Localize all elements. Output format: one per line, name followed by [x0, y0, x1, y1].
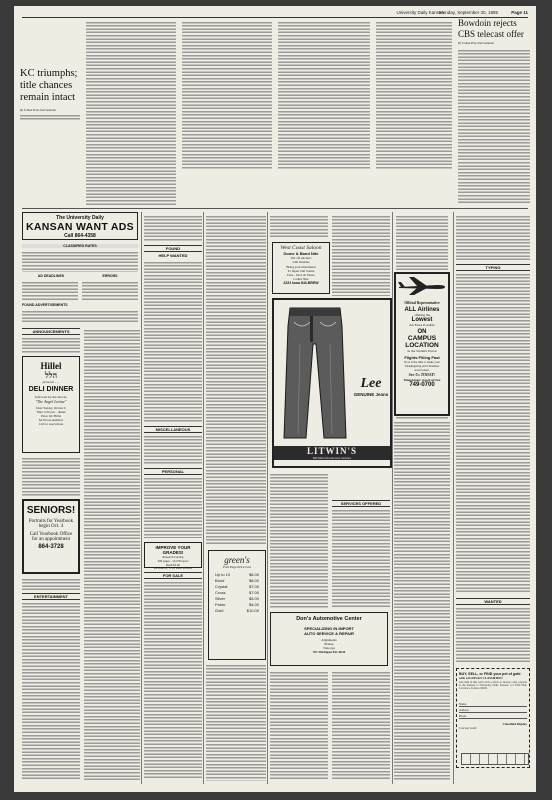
- airline-lowest: Lowest: [411, 317, 433, 323]
- entertainment-text: [22, 601, 80, 781]
- seniors-line3: Call Yearbook Office: [29, 532, 73, 537]
- airline-note2: Thanksgiving and Christmas: [404, 364, 440, 368]
- greens-sub: Full Page Price List: [223, 565, 251, 569]
- order-phone: Phone: [459, 714, 527, 719]
- hillel-price: $4.50 non-members: [39, 418, 63, 422]
- improve-grades-ad: [144, 542, 202, 568]
- greens-item: Bond: [215, 578, 225, 583]
- order-more: Just mail in this form with a check or money order payable to the Kansan to University Daily Kansan, 111 Flint Hall, Lawrence, Kansas 66045.: [459, 681, 527, 691]
- misc-heading: MISCELLANEOUS: [144, 426, 202, 433]
- airline-campus: CAMPUS: [407, 335, 437, 342]
- typing-text-top: [456, 214, 530, 262]
- kc-text-lead: [20, 113, 80, 120]
- order-display: Classified Display: [502, 722, 527, 726]
- litwins-addr: 900 Mass Downtown Lawrence: [312, 456, 352, 460]
- greens-price: $8.00: [248, 578, 259, 583]
- services-column-2: [332, 670, 390, 780]
- kc-story-column-3: [278, 20, 370, 170]
- newspaper-page: [14, 6, 536, 792]
- greens-price: $6.00: [248, 596, 259, 601]
- masthead-top: The University Daily: [56, 215, 104, 221]
- kc-story-column-1: [86, 20, 176, 205]
- airplane-icon: [397, 276, 447, 296]
- services-heading: SERVICES OFFERED: [332, 500, 390, 507]
- header-rule: [22, 17, 528, 18]
- airline-fares: Air Fares Possible: [409, 323, 435, 327]
- west-coast-saloon-ad: [272, 242, 330, 294]
- hillel-hebrew-logo: הלל: [44, 371, 58, 380]
- found-ads-text: [22, 309, 138, 322]
- bowdoin-story: [458, 18, 530, 45]
- hillel-follow: followed by the movie,: [34, 395, 68, 399]
- hillel-time: Time: 6:30 p.m. - dinner: [36, 410, 66, 414]
- saloon-line1: West Coast Saloon: [280, 245, 322, 251]
- column-rule: [141, 212, 142, 784]
- greens-name: green's: [224, 555, 250, 565]
- greens-price: $7.00: [248, 584, 259, 589]
- dons-line5: Tune ups: [322, 646, 336, 650]
- seniors-line4: for an appointment: [31, 537, 71, 542]
- improve-line3: Rush $2.00: [166, 563, 180, 567]
- bowdoin-byline: By United Press International: [458, 41, 494, 45]
- hillel-ad: [22, 356, 80, 453]
- wanted-heading: WANTED: [456, 598, 530, 605]
- services-column-3: [394, 420, 450, 780]
- greens-price: $10.00: [246, 608, 259, 613]
- hillel-movie: "The Angel Levine": [35, 399, 67, 404]
- classified-masthead: [22, 212, 138, 240]
- greens-item: Cross: [215, 590, 226, 595]
- errors-heading: ERRORS: [102, 274, 118, 278]
- seniors-title: SENIORS!: [26, 505, 76, 516]
- improve-line4: RESEARCH, 11322 Idaho, #206WA: [153, 567, 193, 570]
- lee-brand: Lee: [360, 376, 382, 391]
- airline-offering: offering the: [413, 313, 431, 317]
- kc-byline: By United Press International: [20, 108, 56, 112]
- litwins-block: [274, 446, 390, 460]
- header-page: Page 11: [511, 10, 528, 15]
- airline-airline: ALL Airlines: [404, 307, 440, 313]
- classified-order-form: [456, 668, 530, 768]
- entertainment-heading: ENTERTAINMENT: [22, 593, 80, 600]
- order-cost: Cost per word:: [459, 726, 477, 730]
- deadlines-text: [22, 280, 78, 300]
- jeans-illustration-icon: [280, 304, 350, 442]
- help-wanted-column-2: [206, 214, 266, 544]
- airline-fares-ad: [394, 272, 450, 416]
- bowdoin-headline: Bowdoin rejects CBS telecast offer: [458, 18, 524, 39]
- saloon-line3: 50¢ off pitchers: [290, 256, 312, 260]
- hillel-presents: presents . . .: [42, 380, 60, 384]
- saloon-line7: Tues., Wed. & Thurs.: [286, 273, 316, 277]
- deadlines-heading: AD DEADLINES: [37, 274, 65, 278]
- help-wanted-text: [144, 260, 202, 422]
- order-address: Address: [459, 708, 527, 713]
- greens-ad: [208, 550, 266, 660]
- found-heading-top: FOUND: [144, 245, 202, 252]
- seniors-ad: [22, 499, 80, 574]
- bowdoin-text: [458, 48, 530, 204]
- misc-text: [144, 434, 202, 464]
- airline-phone: 749-0700: [409, 382, 435, 388]
- personal-text: [144, 476, 202, 538]
- greens-price-list: [215, 572, 259, 614]
- saloon-line5: Bring your instrument: [286, 265, 316, 269]
- improve-line1: Research Catalog: [162, 555, 184, 559]
- dons-line3: Alignments: [321, 638, 337, 642]
- found-ads-heading: FOUND ADVERTISEMENTS: [22, 303, 68, 307]
- header-date: Monday, September 30, 1985: [439, 10, 498, 15]
- seniors-line1: Portraits for Yearbook: [28, 519, 74, 524]
- airline-title: Official Representative: [404, 301, 440, 305]
- dons-automotive-ad: [270, 612, 388, 666]
- kc-headline: KC triumphs; title chances remain intact: [20, 68, 78, 103]
- greens-price: $4.00: [248, 602, 259, 607]
- greens-item: Silver: [215, 596, 226, 601]
- airline-flights: Flights Filling Fast: [404, 355, 440, 360]
- hillel-place: Place: KU Hillel: [41, 414, 61, 418]
- column-rule: [203, 212, 204, 784]
- greens-item: Poker: [215, 602, 226, 607]
- for-sale-heading: FOR SALE: [144, 572, 202, 579]
- airline-note: Now is the time to make your: [404, 360, 440, 364]
- column-rule: [267, 212, 268, 784]
- masthead-phone: Call 864-4358: [64, 233, 96, 239]
- saloon-addr: 2222 Iowa 843-BREW: [283, 281, 319, 285]
- lee-litwins-ad: [272, 298, 392, 468]
- personal-column-2: [270, 472, 328, 608]
- hillel-event: DELI DINNER: [28, 386, 74, 393]
- announcements-column-2: [84, 328, 140, 780]
- section-divider: [22, 208, 528, 209]
- found-text-top: [144, 214, 202, 242]
- order-text: with a KANSAN CLASSIFIED!: [459, 676, 503, 680]
- saloon-line6: To Open Jam Tonite: [287, 269, 315, 273]
- improve-title: IMPROVE YOUR GRADES!: [155, 545, 191, 555]
- dons-line2: AUTO SERVICE & REPAIR: [304, 631, 354, 636]
- for-sale-column-3: [270, 670, 328, 780]
- airline-agency: Maupintour travel service: [403, 378, 441, 382]
- announcements-heading: ANNOUNCEMENTS: [22, 328, 80, 335]
- greens-item: Gold: [215, 608, 224, 613]
- greens-price-row: [215, 608, 259, 614]
- header-paper: University Daily Kansan: [396, 10, 444, 15]
- kc-story-column-4: [376, 20, 452, 170]
- greens-price: $7.00: [248, 590, 259, 595]
- typing-heading: TYPING: [456, 264, 530, 271]
- rates-table: [22, 250, 138, 272]
- help-wanted-heading: HELP WANTED: [158, 253, 188, 258]
- wanted-text: [456, 606, 530, 664]
- announcements-text: [22, 336, 80, 354]
- kc-story-column-2: [182, 20, 272, 170]
- dons-title: Don's Automotive Center: [296, 616, 362, 622]
- help-wanted-column-4: [332, 214, 390, 296]
- announcements-text-2: [22, 456, 80, 496]
- greens-price: $8.00: [248, 572, 259, 577]
- greens-item: Crystal: [215, 584, 228, 589]
- lee-block: [352, 376, 390, 397]
- services-text: [332, 508, 390, 608]
- dons-line4: Brakes: [324, 642, 334, 646]
- hillel-name: Hillel: [40, 361, 62, 371]
- airline-location: LOCATION: [405, 342, 439, 349]
- lee-line: GENUINE Jeans: [353, 392, 389, 397]
- airline-union: in the Student Union: [407, 349, 437, 353]
- personal-heading: PERSONAL: [144, 468, 202, 475]
- improve-line2: 306 pages - 16,278 topics: [157, 559, 189, 563]
- litwins-name: LITWIN'S: [306, 446, 358, 456]
- hillel-call: Call for reservations: [38, 422, 64, 426]
- seniors-line2: begin Oct. 4: [38, 524, 64, 529]
- dons-line1: SPECIALIZING IN IMPORT: [304, 626, 354, 631]
- help-wanted-column-3-top: [270, 214, 328, 238]
- column-rule: [453, 212, 454, 784]
- order-title: BUY, SELL, or FIND your pet of gold: [459, 672, 521, 676]
- airline-note3: travel plans.: [414, 368, 430, 372]
- errors-text: [82, 280, 138, 300]
- running-header: [22, 10, 528, 16]
- rates-block: [22, 244, 138, 324]
- seniors-phone: 864-3728: [38, 544, 64, 550]
- saloon-line4: with DeeDee: [292, 260, 310, 264]
- saloon-line2: Dome & Band Nite: [283, 251, 319, 256]
- typing-text: [456, 272, 530, 594]
- order-name: Name: [459, 702, 527, 707]
- hillel-date: Date: Sunday, October 6: [36, 406, 66, 410]
- dons-addr: 701 Michigan 841-6044: [312, 650, 346, 654]
- column-rule: [392, 212, 393, 784]
- for-sale-column-2: [206, 663, 266, 781]
- announcements-text-3: [22, 577, 80, 591]
- rates-heading: CLASSIFIED RATES: [22, 244, 138, 248]
- airline-on: ON: [417, 329, 427, 335]
- word-grid: [461, 753, 529, 765]
- airline-see: See Us TODAY!: [408, 372, 436, 377]
- for-sale-text: [144, 580, 202, 780]
- greens-item: Up to 10: [215, 572, 231, 577]
- saloon-line8: Ladies Nite: [293, 277, 309, 281]
- kc-story: [20, 68, 82, 112]
- masthead-title: KANSAN WANT ADS: [26, 221, 134, 233]
